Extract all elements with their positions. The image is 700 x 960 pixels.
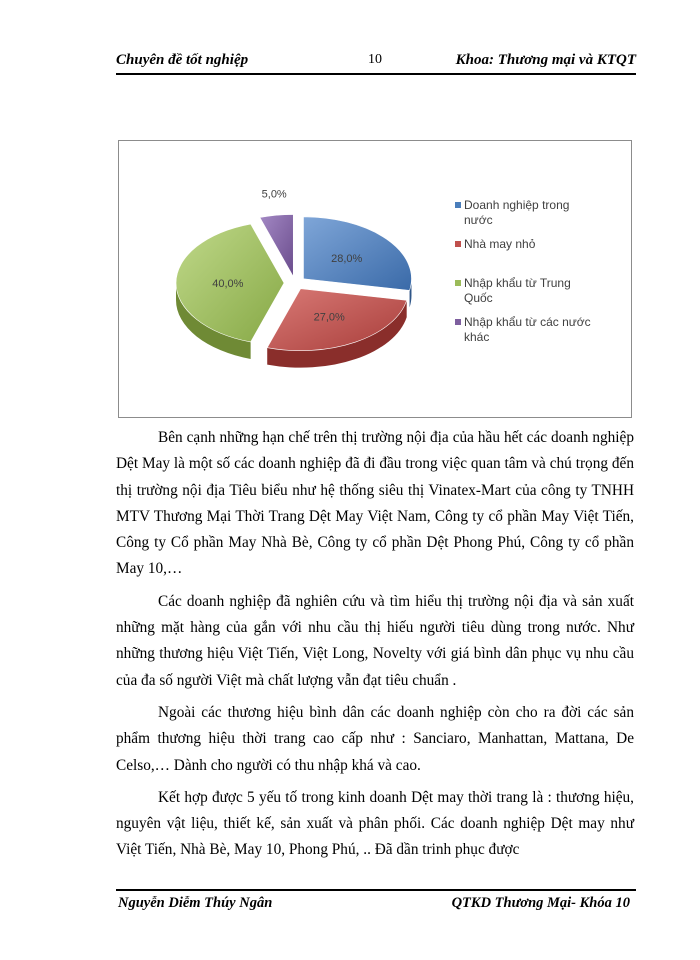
page-header [116,50,636,74]
legend-label: Nhập khẩu từ các nước khác [464,315,591,344]
paragraph-1: Bên cạnh những hạn chế trên thị trường nội địa của hầu hết các doanh nghiệp Dệt May là một số các doanh nghiệp đã đi đầu trong việc quan tâm và chú trọng đến thị trường nội địa Tiêu biểu như hệ thống siêu thị Vinatex-Mart của công ty TNHH MTV Thương Mại Thời Trang Dệt May Việt Nam, Công ty cổ phần May Việt Tiến, Công ty Cổ phần May Nhà Bè, Công ty cổ phần Dệt Phong Phú, Công ty cổ phần May 10,… [116,429,634,578]
legend-swatch [455,202,461,208]
pie-data-label: 5,0% [261,188,287,201]
header-left-title: Chuyên đề tốt nghiệp [116,52,249,68]
pie-chart [119,141,631,417]
paragraph-3: Ngoài các thương hiệu bình dân các doanh nghiệp còn cho ra đời các sản phẩm thương hiệu thời trang cao cấp như : Sanciaro, Manhattan, Mattana, De Celso,… Dành cho người có thu nhập khá và cao. [116,703,634,774]
pie-chart-frame [118,140,632,418]
legend-swatch [455,241,461,247]
pie-data-label: 27,0% [313,311,345,324]
body-text [116,425,634,870]
legend-swatch [455,280,461,286]
footer-author: Nguyễn Diễm Thúy Ngân [118,895,273,911]
pie-data-label: 28,0% [331,253,363,266]
footer-course: QTKD Thương Mại- Khóa 10 [451,895,630,911]
page-number: 10 [368,52,382,67]
paragraph-2: Các doanh nghiệp đã nghiên cứu và tìm hiểu thị trường nội địa và sản xuất những mặt hàng của gắn với nhu cầu thị hiếu người tiêu dùng trong nước. Như những thương hiệu Việt Tiến, Việt Long, Novelty với giá bình dân phục vụ nhu cầu của đa số người Việt mà chất lượng vẫn đạt tiêu chuẩn . [116,592,634,689]
page-footer [116,895,636,917]
legend-label: Doanh nghiệp trong nước [464,198,570,227]
legend-label: Nhà may nhỏ [464,237,536,251]
legend-swatch [455,319,461,325]
paragraph-4: Kết hợp được 5 yếu tố trong kinh doanh Dệt may thời trang là : thương hiệu, nguyên vật liệu, thiết kế, sản xuất và phân phối. Các doanh nghiệp Dệt may như Việt Tiến, Nhà Bè, May 10, Phong Phú, .. Đã dần trinh phục được [116,788,634,859]
header-rule [116,73,636,75]
footer-rule [116,889,636,891]
legend-label: Nhập khẩu từ Trung Quốc [464,276,571,305]
header-right-title: Khoa: Thương mại và KTQT [455,52,636,68]
pie-data-label: 40,0% [212,278,244,290]
